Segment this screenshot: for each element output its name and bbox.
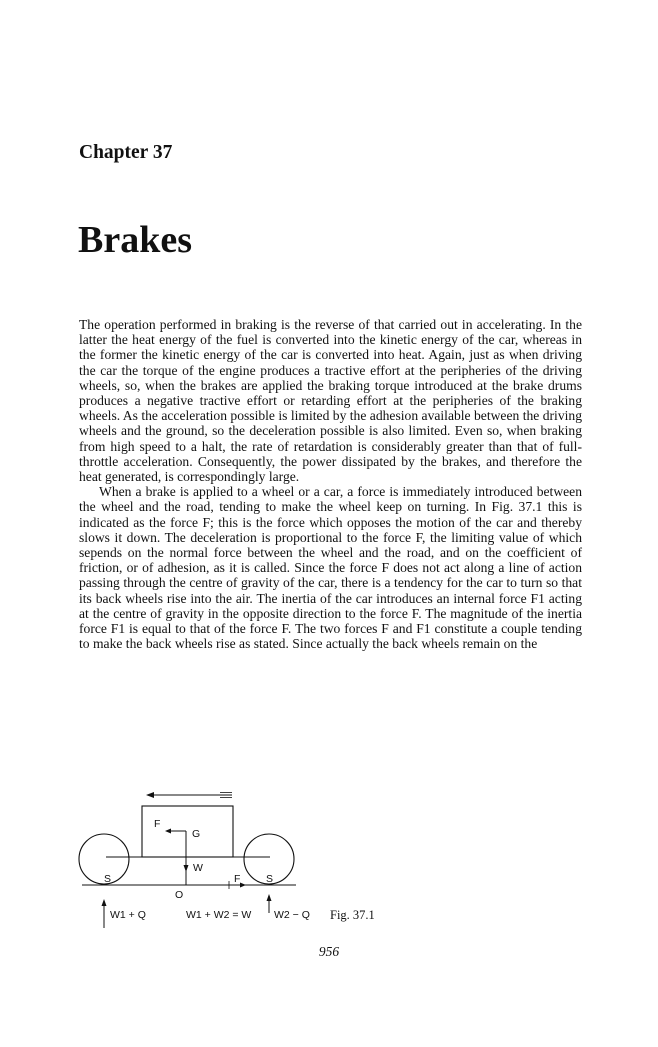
label-s-left: S [104, 873, 112, 885]
label-weight-sum: W1 + W2 = W [186, 909, 252, 921]
body-text [79, 317, 582, 651]
left-reaction-head [102, 899, 107, 906]
label-s-right: S [266, 873, 274, 885]
label-w: W [193, 862, 203, 874]
paragraph: When a brake is applied to a wheel or a car, a force is immediately introduced between the wheel and the road, tending to make the wheel keep on turning. In Fig. 37.1 this is indicated as the force F; this is the force which opposes the motion of the car and thereby slows it down. The deceleration is proportional to the force F, the limiting value of which sepends on the normal force between the wheel and the road, and on the coefficient of friction, or of adhesion, as it is called. Since the force F does not act along a line of action passing through the centre of gravity of the car, there is a tendency for the car to turn so that its back wheels rise into the air. The inertia of the car introduces an internal force F1 acting at the centre of gravity in the opposite direction to the force F. The magnitude of the inertia force F1 is equal to that of the force F. The two forces F and F1 constitute a couple tending to make the back wheels rise as stated. Since actually the back wheels remain on the [79, 484, 582, 652]
chapter-title: Brakes [78, 219, 192, 261]
right-reaction-head [267, 894, 272, 901]
chapter-label: Chapter 37 [79, 142, 173, 163]
weight-arrow-head [184, 865, 189, 872]
motion-arrow-head [146, 792, 154, 798]
car-body [142, 806, 233, 857]
label-g: G [192, 828, 201, 840]
figure-caption: Fig. 37.1 [330, 908, 375, 922]
label-o: O [175, 889, 184, 901]
label-left-reaction: W1 + Q [110, 909, 146, 921]
inertia-force-head [165, 829, 171, 834]
page-number: 956 [318, 944, 340, 959]
label-right-reaction: W2 − Q [274, 909, 310, 921]
label-f-right: F [234, 873, 241, 885]
braking-force-head [240, 883, 246, 888]
paragraph: The operation performed in braking is the reverse of that carried out in accelerating. In the latter the heat energy of the fuel is converted into the kinetic energy of the car, whereas in the former the kinetic energy of the car is converted into heat. Again, just as when driving the car the torque of the engine produces a tractive effort at the peripheries of the driving wheels, so, when the brakes are applied the braking torque introduced at the brake drums produces a negative tractive effort or retarding effort at the peripheries of the braking wheels. As the acceleration possible is limited by the adhesion available between the driving wheels and the ground, so the deceleration possible is also limited. Even so, when braking from high speed to a halt, the rate of retardation is considerably greater than that of full-throttle acceleration. Consequently, the power dissipated by the brakes, and therefore the heat generated, is correspondingly large. [79, 317, 582, 485]
label-f-top: F [154, 818, 161, 830]
